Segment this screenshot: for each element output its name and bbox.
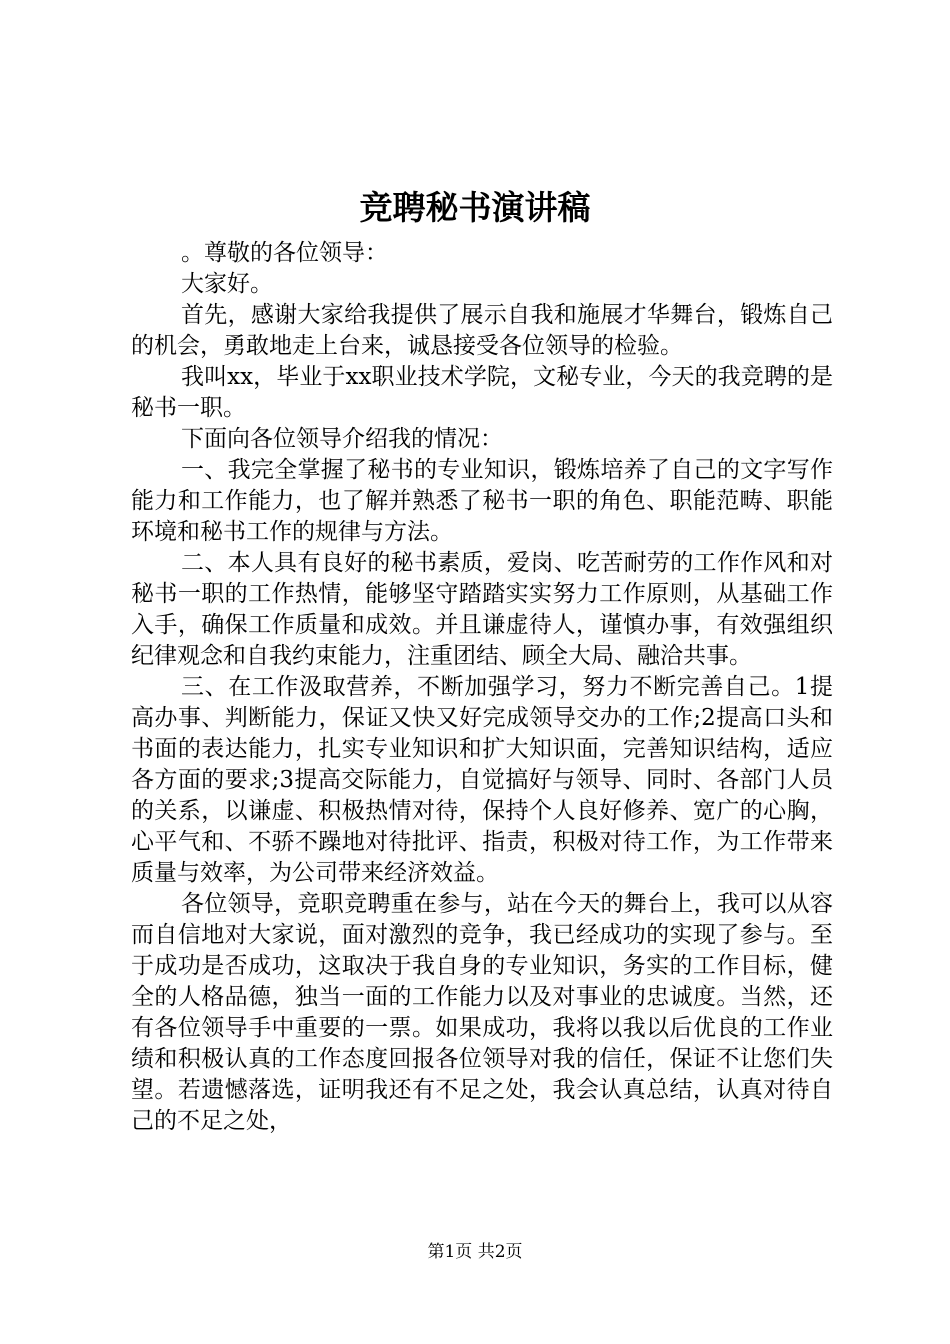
- paragraph-salutation: 。尊敬的各位领导：: [181, 240, 388, 266]
- paragraph-closing: 各位领导，竞职竞聘重在参与，站在今天的舞台上，我可以从容而自信地对大家说，面对激烈的竞争，我已经成功的实现了参与。至于成功是否成功，这取决于我自身的专业知识，务实的工作目标，健全的人格品德，独当一面的工作能力以及对事业的忠诚度。当然，还有各位领导手中重要的一票。如果成功，我将以我以后优良的工作业绩和积极认真的工作态度回报各位领导对我的信任，保证不让您们失望。若遗憾落选，证明我还有不足之处，我会认真总结，认真对待自己的不足之处，: [131, 891, 833, 1134]
- paragraph-point-two: 二、本人具有良好的秘书素质，爱岗、吃苦耐劳的工作作风和对秘书一职的工作热情，能够坚守踏踏实实努力工作原则，从基础工作入手，确保工作质量和成效。并且谦虚待人，谨慎办事，有效强组织纪律观念和自我约束能力，注重团结、顾全大局、融洽共事。: [131, 550, 833, 669]
- paragraph-introduction: 我叫xx，毕业于xx职业技术学院，文秘专业，今天的我竞聘的是秘书一职。: [131, 364, 833, 421]
- paragraph-point-three: 三、在工作汲取营养，不断加强学习，努力不断完善自己。1提高办事、判断能力，保证又快又好完成领导交办的工作;2提高口头和书面的表达能力，扎实专业知识和扩大知识面，完善知识结构，适应各方面的要求;3提高交际能力，自觉搞好与领导、同时、各部门人员的关系，以谦虚、积极热情对待，保持个人良好修养、宽广的心胸，心平气和、不骄不躁地对待批评、指责，积极对待工作，为工作带来质量与效率，为公司带来经济效益。: [131, 674, 833, 886]
- paragraph-thanks: 首先，感谢大家给我提供了展示自我和施展才华舞台，锻炼自己的机会，勇敢地走上台来，诚恳接受各位领导的检验。: [131, 302, 833, 359]
- paragraph-situation-lead: 下面向各位领导介绍我的情况：: [181, 426, 503, 452]
- document-body: [131, 238, 833, 1137]
- paragraph-greeting: 大家好。: [181, 271, 273, 297]
- paragraph-point-one: 一、我完全掌握了秘书的专业知识，锻炼培养了自己的文字写作能力和工作能力，也了解并熟悉了秘书一职的角色、职能范畴、职能环境和秘书工作的规律与方法。: [131, 457, 833, 545]
- page-number-footer: 第1页 共2页: [427, 1242, 523, 1262]
- document-title: 竞聘秘书演讲稿: [359, 188, 591, 227]
